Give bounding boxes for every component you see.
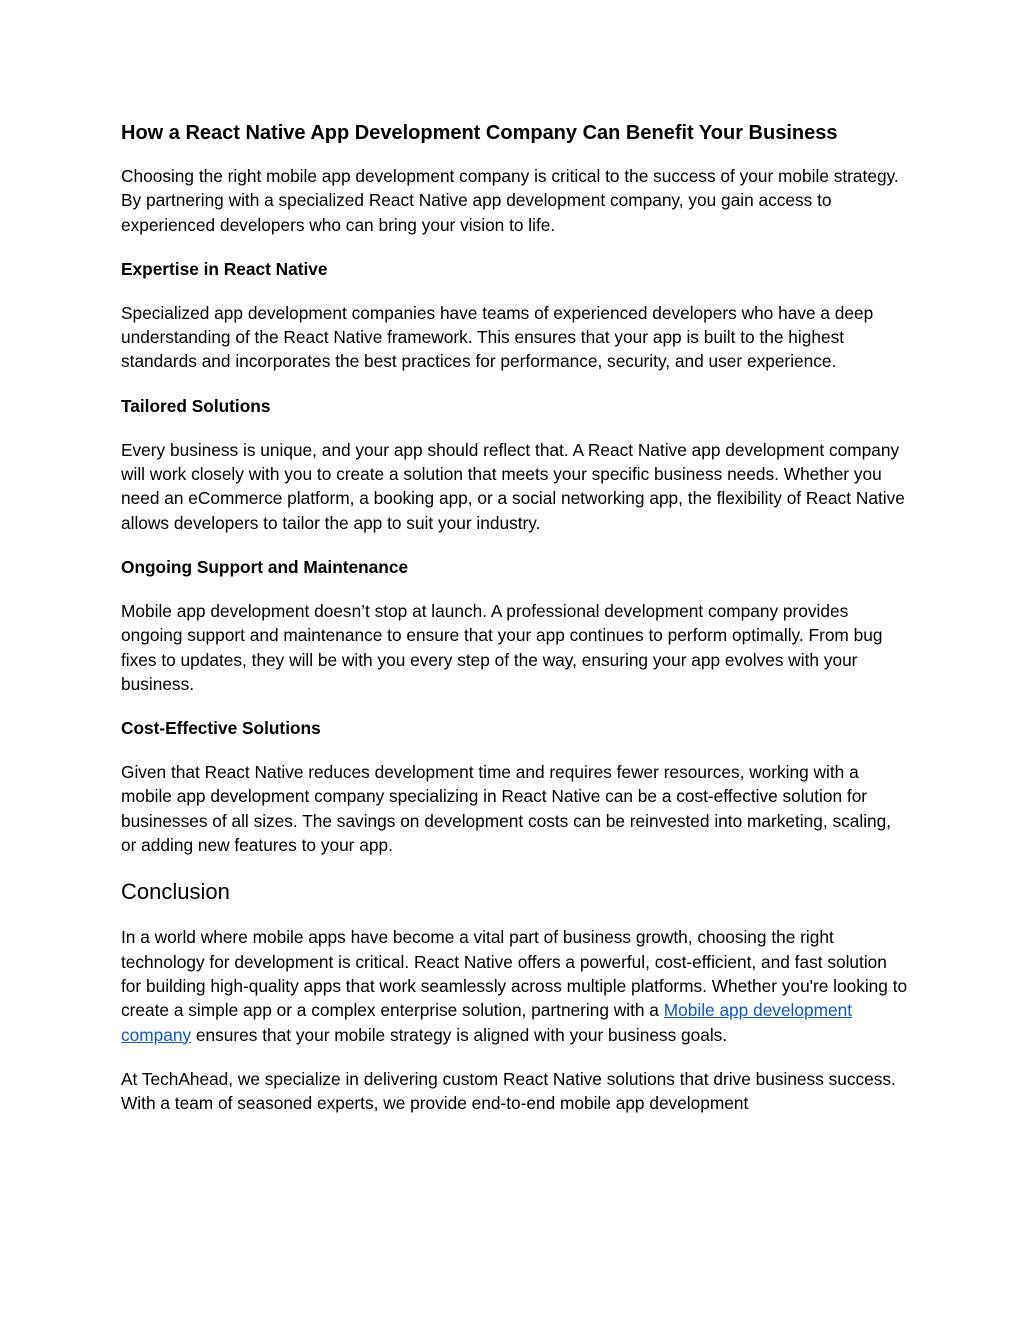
- section-heading-support: Ongoing Support and Maintenance: [121, 556, 409, 577]
- document-title: How a React Native App Development Company Can Benefit Your Business: [121, 122, 838, 144]
- mobile-app-development-company-link[interactable]: Mobile app development company: [121, 1000, 853, 1045]
- section-heading-cost: Cost-Effective Solutions: [121, 718, 321, 739]
- conclusion-text-before-link: In a world where mobile apps have become a vital part of business growth, choosing the right technology for development is critical. React Native offers a powerful, cost-efficient, and fast solution for building high-quality apps that work seamlessly across multiple platforms. Whether you're looking to create a simple app or a complex enterprise solution, partnering with a: [121, 927, 908, 1021]
- section-heading-tailored: Tailored Solutions: [121, 395, 271, 416]
- conclusion-heading: Conclusion: [121, 879, 230, 905]
- section-body-cost: Given that React Native reduces development time and requires fewer resources, working with a mobile app development company specializing in React Native can be a cost-effective solution for businesses of all sizes. The savings on development costs can be reinvested into marketing, scaling, or adding new features to your app.: [121, 762, 892, 856]
- section-heading-expertise: Expertise in React Native: [121, 258, 328, 279]
- intro-paragraph: Choosing the right mobile app development company is critical to the success of your mobile strategy. By partnering with a specialized React Native app development company, you gain access to experienced developers who can bring your vision to life.: [121, 166, 899, 235]
- document-page: [121, 118, 911, 1135]
- conclusion-text-after-link: ensures that your mobile strategy is aligned with your business goals.: [191, 1024, 728, 1045]
- section-body-support: Mobile app development doesn’t stop at launch. A professional development company provides ongoing support and maintenance to ensure that your app continues to perform optimally. From bug fixes to updates, they will be with you every step of the way, ensuring your app evolves with your business.: [121, 600, 883, 694]
- conclusion-paragraph-1: [121, 925, 911, 1046]
- conclusion-paragraph-2: At TechAhead, we specialize in delivering custom React Native solutions that drive business success. With a team of seasoned experts, we provide end-to-end mobile app development: [121, 1068, 896, 1114]
- section-body-expertise: Specialized app development companies have teams of experienced developers who have a deep understanding of the React Native framework. This ensures that your app is built to the highest standards and incorporates the best practices for performance, security, and user experience.: [121, 302, 874, 372]
- section-body-tailored: Every business is unique, and your app should reflect that. A React Native app development company will work closely with you to create a solution that meets your specific business needs. Whether you need an eCommerce platform, a booking app, or a social networking app, the flexibility of React Native allows developers to tailor the app to suit your industry.: [121, 439, 905, 533]
